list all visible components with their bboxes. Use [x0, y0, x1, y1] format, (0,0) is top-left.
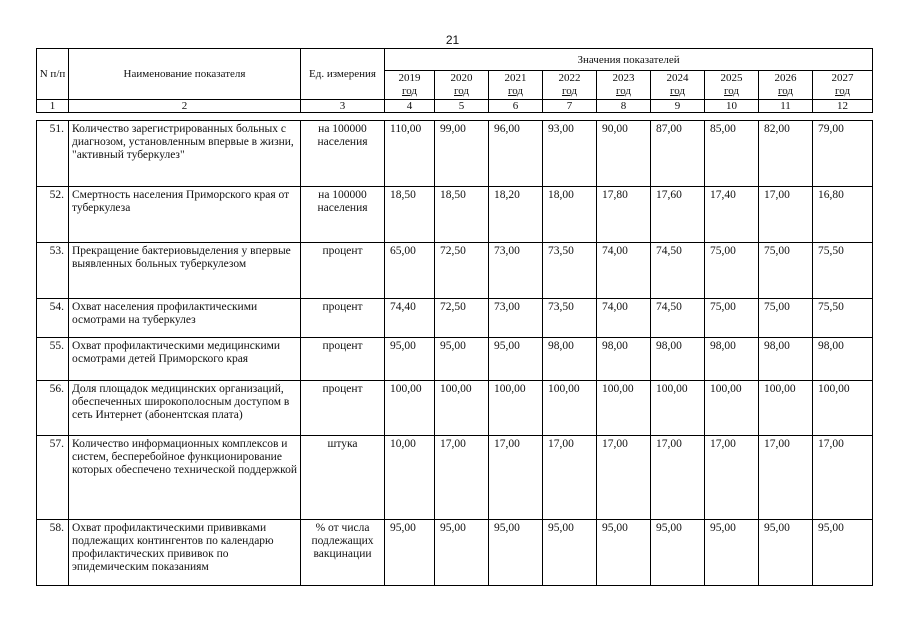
header-year-2020	[435, 71, 489, 100]
indicator-name: Доля площадок медицинских организаций, обеспеченных широкополосным доступом в сеть Интернет (абонентская плата)	[69, 381, 301, 436]
indicator-value: 100,00	[385, 381, 435, 436]
indicator-value: 100,00	[435, 381, 489, 436]
indicator-value: 18,00	[543, 187, 597, 243]
header-year-suffix: год	[723, 85, 740, 97]
indicator-value: 17,40	[705, 187, 759, 243]
unit-of-measure: процент	[301, 299, 385, 338]
header-year-suffix: год	[669, 85, 686, 97]
indicator-value: 95,00	[543, 520, 597, 586]
indicator-value: 18,50	[385, 187, 435, 243]
indicator-value: 98,00	[813, 338, 873, 381]
table-row	[37, 520, 873, 586]
indicator-name: Количество информационных комплексов и систем, бесперебойное функционирование которых обеспечено технической поддержкой	[69, 436, 301, 520]
header-year-value: 2024	[666, 72, 689, 84]
header-year-value: 2021	[504, 72, 527, 84]
unit-of-measure: % от числа подлежащих вакцинации	[301, 520, 385, 586]
unit-of-measure: на 100000 населения	[301, 121, 385, 187]
table-row	[37, 187, 873, 243]
indicator-value: 95,00	[813, 520, 873, 586]
column-number: 1	[37, 100, 69, 113]
indicator-value: 17,00	[813, 436, 873, 520]
indicator-value: 100,00	[705, 381, 759, 436]
row-number: 51.	[37, 121, 69, 187]
indicator-value: 17,00	[705, 436, 759, 520]
indicator-value: 75,00	[759, 243, 813, 299]
header-year-value: 2026	[774, 72, 797, 84]
indicator-value: 95,00	[435, 338, 489, 381]
indicator-value: 85,00	[705, 121, 759, 187]
indicator-value: 87,00	[651, 121, 705, 187]
indicator-value: 99,00	[435, 121, 489, 187]
header-year-suffix: год	[453, 85, 470, 97]
unit-of-measure: штука	[301, 436, 385, 520]
header-year-2023	[597, 71, 651, 100]
indicator-value: 75,50	[813, 243, 873, 299]
table-header	[36, 48, 873, 113]
indicator-value: 72,50	[435, 243, 489, 299]
indicators-table	[36, 120, 873, 586]
unit-of-measure: процент	[301, 243, 385, 299]
header-year-suffix: год	[401, 85, 418, 97]
indicator-value: 75,00	[705, 243, 759, 299]
column-number: 9	[651, 100, 705, 113]
table-row	[37, 299, 873, 338]
indicator-value: 75,00	[759, 299, 813, 338]
indicator-value: 73,00	[489, 243, 543, 299]
header-year-value: 2019	[398, 72, 421, 84]
header-year-value: 2022	[558, 72, 581, 84]
indicator-value: 74,40	[385, 299, 435, 338]
row-number: 57.	[37, 436, 69, 520]
indicator-value: 95,00	[597, 520, 651, 586]
indicator-value: 82,00	[759, 121, 813, 187]
column-number: 7	[543, 100, 597, 113]
indicator-value: 75,00	[705, 299, 759, 338]
header-year-2027	[813, 71, 873, 100]
indicator-value: 17,00	[651, 436, 705, 520]
indicator-value: 90,00	[597, 121, 651, 187]
indicator-value: 79,00	[813, 121, 873, 187]
indicator-value: 93,00	[543, 121, 597, 187]
row-number: 52.	[37, 187, 69, 243]
column-number: 8	[597, 100, 651, 113]
indicator-value: 100,00	[489, 381, 543, 436]
indicator-value: 65,00	[385, 243, 435, 299]
header-year-2026	[759, 71, 813, 100]
indicator-value: 17,00	[759, 436, 813, 520]
header-year-2024	[651, 71, 705, 100]
indicator-value: 95,00	[489, 520, 543, 586]
indicator-name: Охват населения профилактическими осмотрами на туберкулез	[69, 299, 301, 338]
indicator-value: 100,00	[651, 381, 705, 436]
header-year-2025	[705, 71, 759, 100]
column-number: 12	[813, 100, 873, 113]
row-number: 58.	[37, 520, 69, 586]
indicator-value: 110,00	[385, 121, 435, 187]
page-number: 21	[445, 33, 460, 47]
header-year-2022	[543, 71, 597, 100]
indicator-value: 100,00	[813, 381, 873, 436]
table-row	[37, 121, 873, 187]
header-col-unit: Ед. измерения	[301, 49, 385, 100]
indicator-value: 95,00	[705, 520, 759, 586]
header-values-group: Значения показателей	[385, 49, 873, 71]
header-year-value: 2023	[612, 72, 635, 84]
indicator-value: 95,00	[385, 520, 435, 586]
indicator-value: 16,80	[813, 187, 873, 243]
indicator-value: 74,50	[651, 299, 705, 338]
unit-of-measure: на 100000 населения	[301, 187, 385, 243]
table-row	[37, 381, 873, 436]
indicator-value: 95,00	[651, 520, 705, 586]
indicator-value: 72,50	[435, 299, 489, 338]
table-row	[37, 338, 873, 381]
indicator-value: 17,00	[759, 187, 813, 243]
indicator-value: 96,00	[489, 121, 543, 187]
indicator-name: Количество зарегистрированных больных с диагнозом, установленным впервые в жизни, "активный туберкулез"	[69, 121, 301, 187]
indicator-value: 18,50	[435, 187, 489, 243]
indicator-value: 98,00	[597, 338, 651, 381]
indicator-value: 17,80	[597, 187, 651, 243]
column-number: 10	[705, 100, 759, 113]
column-number: 6	[489, 100, 543, 113]
indicator-value: 73,50	[543, 299, 597, 338]
column-number: 11	[759, 100, 813, 113]
table-row	[37, 436, 873, 520]
header-year-2019	[385, 71, 435, 100]
row-number: 53.	[37, 243, 69, 299]
indicator-value: 73,00	[489, 299, 543, 338]
header-col-num: N п/п	[37, 49, 69, 100]
indicator-value: 98,00	[759, 338, 813, 381]
indicator-name: Прекращение бактериовыделения у впервые выявленных больных туберкулезом	[69, 243, 301, 299]
indicator-name: Охват профилактическими медицинскими осмотрами детей Приморского края	[69, 338, 301, 381]
header-year-suffix: год	[507, 85, 524, 97]
indicator-value: 10,00	[385, 436, 435, 520]
indicator-value: 18,20	[489, 187, 543, 243]
indicator-name: Смертность населения Приморского края от туберкулеза	[69, 187, 301, 243]
table-row	[37, 243, 873, 299]
indicator-value: 98,00	[705, 338, 759, 381]
indicator-value: 17,00	[543, 436, 597, 520]
indicator-value: 100,00	[543, 381, 597, 436]
header-col-name: Наименование показателя	[69, 49, 301, 100]
row-number: 55.	[37, 338, 69, 381]
header-year-suffix: год	[777, 85, 794, 97]
indicator-value: 98,00	[543, 338, 597, 381]
indicator-name: Охват профилактическими прививками подлежащих контингентов по календарю профилактических прививок по эпидемическим показаниям	[69, 520, 301, 586]
indicator-value: 17,60	[651, 187, 705, 243]
column-number: 3	[301, 100, 385, 113]
indicator-value: 74,00	[597, 243, 651, 299]
indicator-value: 17,00	[435, 436, 489, 520]
indicator-value: 95,00	[435, 520, 489, 586]
row-number: 56.	[37, 381, 69, 436]
unit-of-measure: процент	[301, 381, 385, 436]
header-year-suffix: год	[835, 85, 851, 97]
indicator-value: 17,00	[597, 436, 651, 520]
header-year-suffix: год	[561, 85, 578, 97]
header-year-value: 2025	[720, 72, 743, 84]
indicator-value: 100,00	[759, 381, 813, 436]
indicator-value: 17,00	[489, 436, 543, 520]
unit-of-measure: процент	[301, 338, 385, 381]
indicator-value: 100,00	[597, 381, 651, 436]
indicator-value: 75,50	[813, 299, 873, 338]
column-number: 4	[385, 100, 435, 113]
column-number: 2	[69, 100, 301, 113]
indicator-value: 95,00	[489, 338, 543, 381]
column-number: 5	[435, 100, 489, 113]
header-year-value: 2020	[450, 72, 473, 84]
header-year-suffix: год	[615, 85, 632, 97]
indicator-value: 95,00	[385, 338, 435, 381]
indicator-value: 98,00	[651, 338, 705, 381]
indicator-value: 74,00	[597, 299, 651, 338]
row-number: 54.	[37, 299, 69, 338]
header-year-value: 2027	[831, 72, 854, 84]
header-year-2021	[489, 71, 543, 100]
indicator-value: 74,50	[651, 243, 705, 299]
indicator-value: 95,00	[759, 520, 813, 586]
indicator-value: 73,50	[543, 243, 597, 299]
